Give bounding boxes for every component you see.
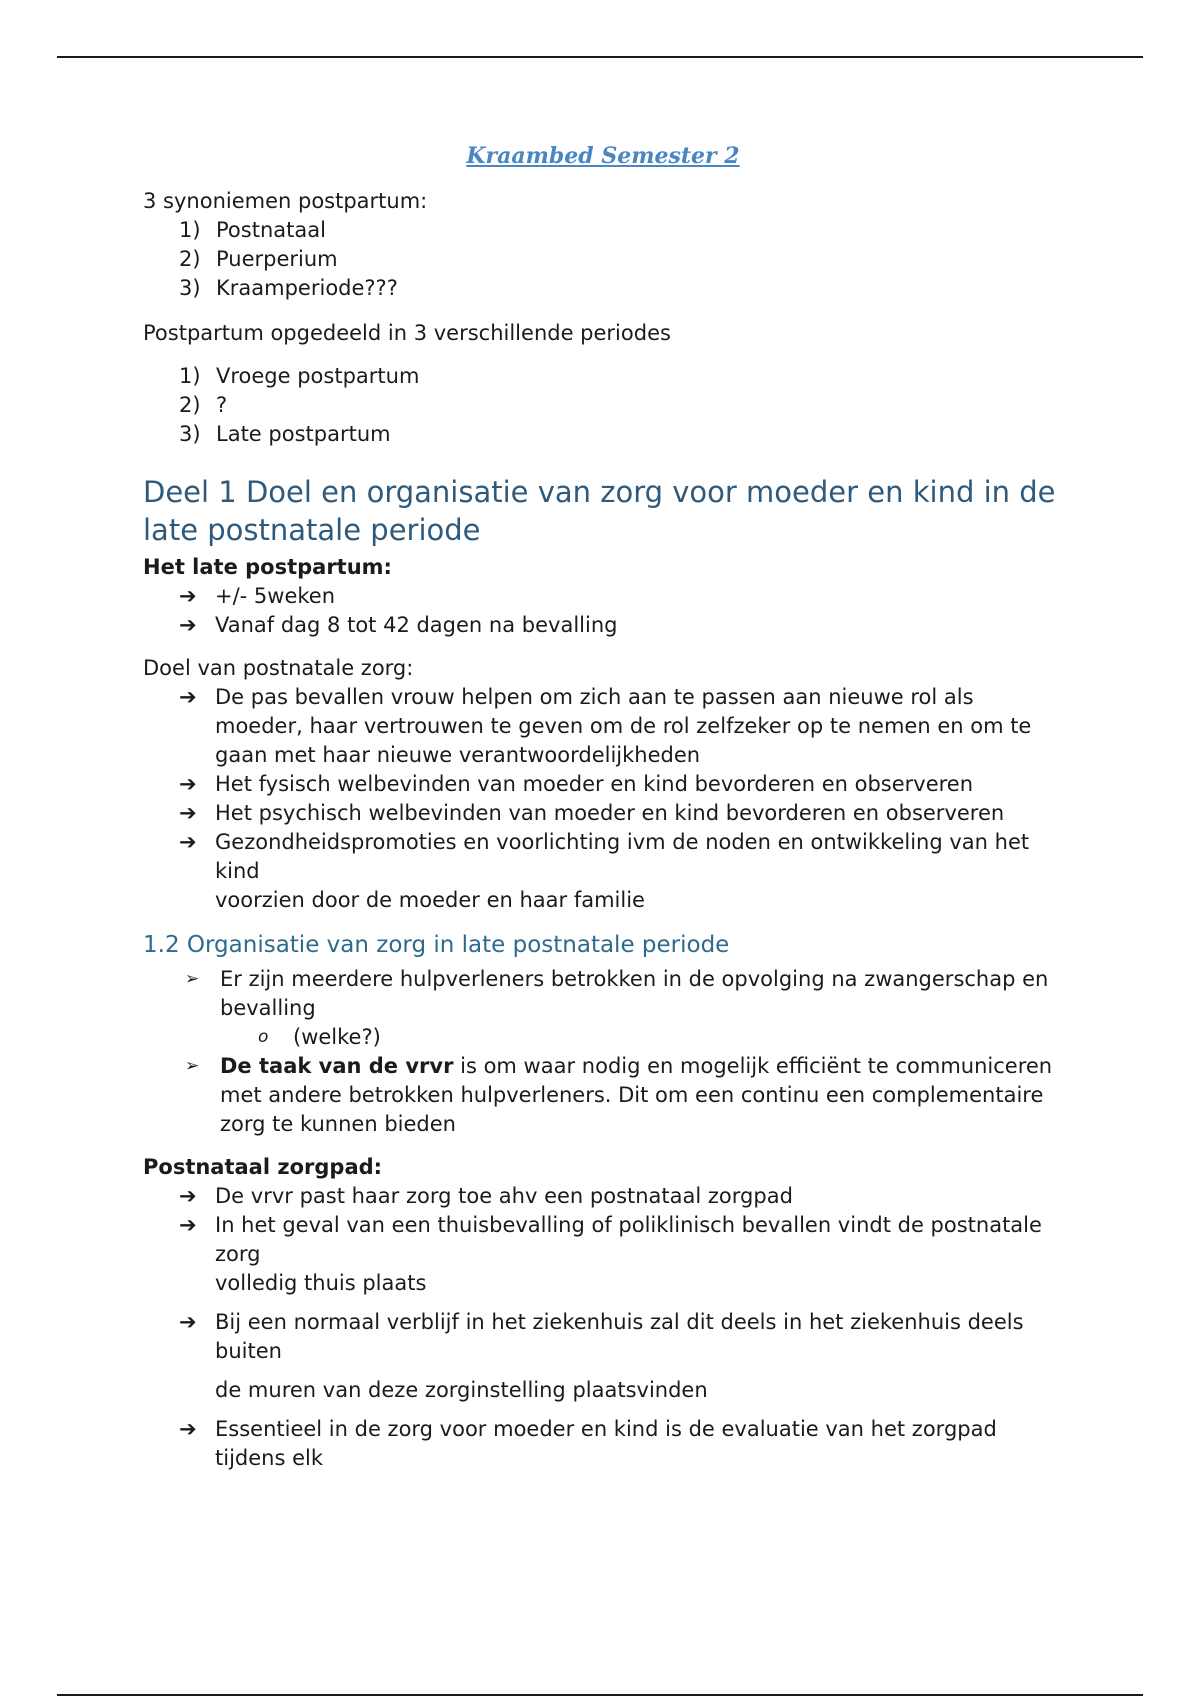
triangle-bullet-icon: ➢ xyxy=(185,969,200,989)
list-item: 3) Kraamperiode??? xyxy=(179,276,398,300)
list-item: ➔ De pas bevallen vrouw helpen om zich aan te passen aan nieuwe rol als moeder, haar vertrouwen te geven om de rol zelfzeker op te nemen en om te gaan met haar nieuwe verantwoordelijkheden xyxy=(179,685,1032,767)
synonyms-intro: 3 synoniemen postpartum: xyxy=(143,189,428,213)
arrow-right-icon: ➔ xyxy=(179,772,197,796)
list-item-continuation: de muren van deze zorginstelling plaatsvinden xyxy=(215,1378,708,1402)
arrow-right-icon: ➔ xyxy=(179,830,197,854)
synonyms-list xyxy=(143,216,1063,303)
footer-rule xyxy=(57,1694,1143,1696)
list-item: 2) ? xyxy=(179,393,228,417)
list-item: 3) Late postpartum xyxy=(179,422,391,446)
doel-label: Doel van postnatale zorg: xyxy=(143,656,414,680)
list-item: ➔ De vrvr past haar zorg toe ahv een postnataal zorgpad xyxy=(143,1182,1063,1211)
late-postpartum-list xyxy=(143,582,1063,640)
list-item: ➔ Het psychisch welbevinden van moeder en kind bevorderen en observeren xyxy=(143,799,1063,828)
arrow-right-icon: ➔ xyxy=(179,1213,197,1237)
list-item: 2) Puerperium xyxy=(179,247,338,271)
late-postpartum-label: Het late postpartum: xyxy=(143,555,392,579)
list-item: 1) Postnataal xyxy=(179,218,326,242)
arrow-right-icon: ➔ xyxy=(179,1417,197,1441)
sub-list-item: o (welke?) xyxy=(143,1023,1063,1052)
list-item: ➔ Vanaf dag 8 tot 42 dagen na bevalling xyxy=(143,611,1063,640)
header-rule xyxy=(57,56,1143,58)
list-item: ➔ Bij een normaal verblijf in het ziekenhuis zal dit deels in het ziekenhuis deels buiten xyxy=(179,1310,1024,1363)
list-item: ➔ +/- 5weken xyxy=(143,582,1063,611)
list-item-continuation: volledig thuis plaats xyxy=(215,1271,427,1295)
arrow-right-icon: ➔ xyxy=(179,1310,197,1334)
list-item: ➔ Gezondheidspromoties en voorlichting ivm de noden en ontwikkeling van het kind xyxy=(179,830,1030,883)
list-item: 1) Vroege postpartum xyxy=(179,364,420,388)
arrow-right-icon: ➔ xyxy=(179,685,197,709)
list-item: ➔ Essentieel in de zorg voor moeder en kind is de evaluatie van het zorgpad tijdens elk xyxy=(179,1417,997,1470)
list-item: ➢ Er zijn meerdere hulpverleners betrokken in de opvolging na zwangerschap en bevalling xyxy=(185,967,1049,1020)
triangle-bullet-icon: ➢ xyxy=(185,1056,200,1076)
arrow-right-icon: ➔ xyxy=(179,801,197,825)
periods-intro: Postpartum opgedeeld in 3 verschillende periodes xyxy=(143,321,671,345)
list-item: ➔ In het geval van een thuisbevalling of poliklinisch bevallen vindt de postnatale zorg xyxy=(179,1213,1042,1266)
document-title: Kraambed Semester 2 xyxy=(466,143,740,169)
zorgpad-label: Postnataal zorgpad: xyxy=(143,1155,383,1179)
document-body xyxy=(143,142,1063,1473)
list-item: ➢ De taak van de vrvr is om waar nodig en mogelijk efficiënt te communiceren met andere betrokken hulpverleners. Dit om een continu een complementaire zorg te kunnen bieden xyxy=(185,1054,1053,1136)
list-item-continuation: voorzien door de moeder en haar familie xyxy=(215,888,645,912)
circle-bullet-icon: o xyxy=(258,1027,269,1047)
arrow-right-icon: ➔ xyxy=(179,1184,197,1208)
doel-list xyxy=(143,683,1063,915)
section-heading-1: Deel 1 Doel en organisatie van zorg voor moeder en kind in de late postnatale periode xyxy=(143,475,1056,547)
periods-list xyxy=(143,362,1063,449)
section-heading-1-2: 1.2 Organisatie van zorg in late postnatale periode xyxy=(143,932,730,958)
arrow-right-icon: ➔ xyxy=(179,613,197,637)
list-item: ➔ Het fysisch welbevinden van moeder en kind bevorderen en observeren xyxy=(143,770,1063,799)
arrow-right-icon: ➔ xyxy=(179,584,197,608)
